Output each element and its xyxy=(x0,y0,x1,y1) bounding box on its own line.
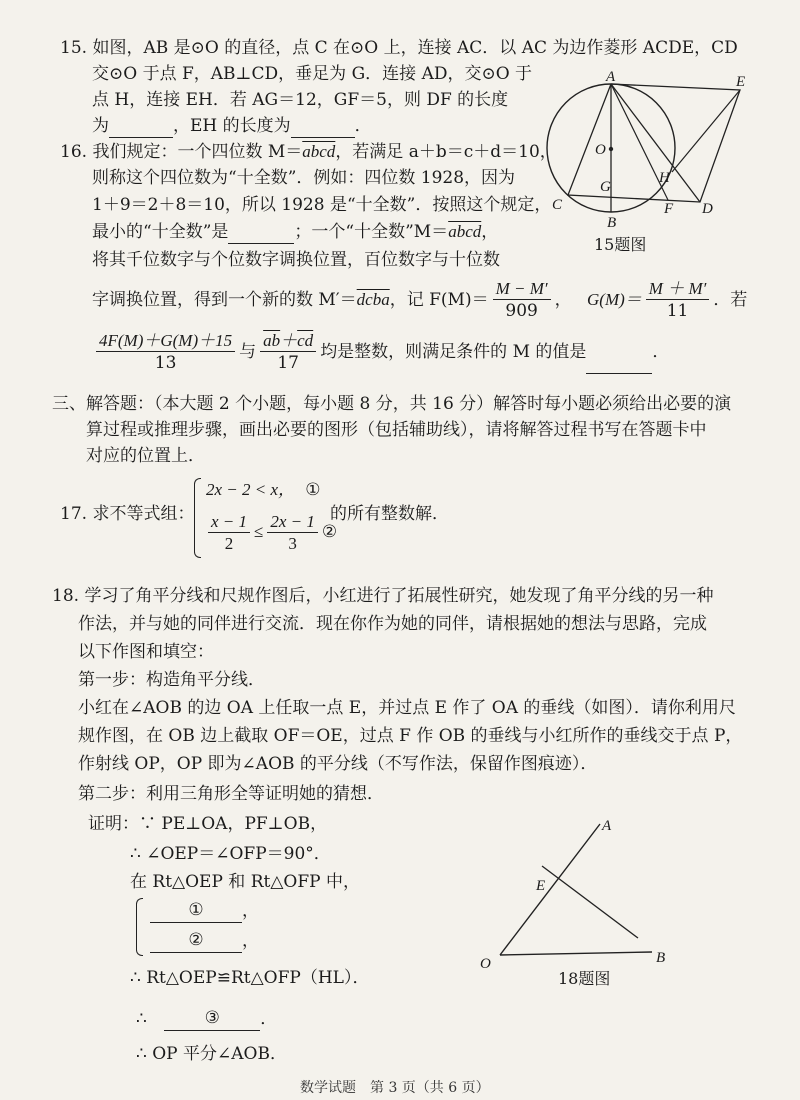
q18-proof-4: ∴ Rt△OEP≌Rt△OFP（HL）． xyxy=(130,968,370,988)
fig18-perpendicular-e xyxy=(542,866,638,938)
fig18-label-o: O xyxy=(480,956,491,972)
page-footer: 数学试题 第 3 页（共 6 页） xyxy=(300,1080,490,1096)
q16-fraction-e1: $\frac{4F(M)+G(M)+15}{13}$ xyxy=(96,331,235,374)
q16-text-2: 则称这个四位数为“十全数”．例如：四位数 1928，因为 xyxy=(92,168,516,188)
q16-fraction-e2: $\frac{\overline{ab}+\overline{cd}}{17}$ xyxy=(260,331,316,374)
fig15-label-c: C xyxy=(552,197,563,213)
figure-15 xyxy=(540,70,760,240)
q18-proof-brace xyxy=(136,898,143,956)
q16-line1: 16. 我们规定：一个四位数 M＝abcd，若满足 a＋b＝c＋d＝10， xyxy=(60,142,557,162)
q18-text-2: 作法，并与她的同伴进行交流．现在你作为她的同伴，请根据她的想法与思路，完成 xyxy=(78,614,707,634)
q18-step-2: 第二步：利用三角形全等证明她的猜想． xyxy=(78,784,384,804)
q15-answer-blank-eh[interactable] xyxy=(291,137,355,138)
fig18-ray-ob xyxy=(500,952,652,955)
fig15-label-h: H xyxy=(659,170,670,186)
fig15-label-o: O xyxy=(595,142,606,158)
q18-text-6: 作射线 OP，OP 即为∠AOB 的平分线（不写作法，保留作图痕迹）． xyxy=(78,754,598,774)
q15-number: 15. xyxy=(60,38,88,58)
q18-text-4: 小红在∠AOB 的边 OA 上任取一点 E，并过点 E 作了 OA 的垂线（如图）．请你利用尺 xyxy=(78,698,736,718)
q16-fraction-g: $\frac{M + M'}{11}$ xyxy=(646,279,710,322)
q16-line6: 字调换位置，得到一个新的数 M′＝dcba，记 F(M)＝ $\frac{M - M'}{909}$ ， G(M)＝ $\frac{M + M'}{11}$ ．若 xyxy=(92,279,748,321)
fig18-label-b: B xyxy=(656,950,666,966)
q18-answer-blank-3[interactable]: ③ xyxy=(164,1006,260,1031)
fig15-label-a: A xyxy=(606,70,616,85)
q16-line7: $\frac{4F(M)+G(M)+15}{13}$ 与 $\frac{\overline{ab}+\overline{cd}}{17}$ 均是整数，则满足条件的 M 的值是 ． xyxy=(92,330,669,376)
q18-proof-5: ∴ OP 平分∠AOB． xyxy=(136,1044,287,1064)
fig15-label-e: E xyxy=(736,74,746,90)
q16-answer-blank-min[interactable] xyxy=(228,243,294,244)
fig15-label-d: D xyxy=(702,201,713,217)
q16-fraction-f: $\frac{M - M'}{909}$ xyxy=(493,279,551,322)
q16-number: 16. xyxy=(60,142,88,162)
fig15-rhombus xyxy=(568,84,740,202)
q18-answer-blank-2[interactable]: ② xyxy=(150,928,242,953)
q18-proof-blank-2: ② ， xyxy=(150,928,259,953)
q18-answer-blank-1[interactable]: ① xyxy=(150,898,242,923)
fig15-label-g: G xyxy=(600,179,611,195)
figure-15-caption: 15题图 xyxy=(594,235,647,254)
fig18-ray-oa xyxy=(500,824,600,955)
q18-proof-3: 在 Rt△OEP 和 Rt△OFP 中， xyxy=(130,872,360,892)
section-3-heading: 三、解答题：（本大题 2 个小题，每小题 8 分，共 16 分）解答时每小题必须给出必要的演 xyxy=(52,394,732,414)
q17-tail: 的所有整数解． xyxy=(330,504,449,524)
q18-text-5: 规作图，在 OB 边上截取 OF＝OE，过点 F 作 OB 的垂线与小红所作的垂线交于点 P， xyxy=(78,726,743,746)
fig18-label-e: E xyxy=(536,878,546,894)
fig15-center-dot xyxy=(609,147,613,151)
section-3-text-3: 对应的位置上． xyxy=(86,446,205,466)
q16-text-5: 将其千位数字与个位数字调换位置，百位数字与十位数 xyxy=(92,250,500,270)
q15-answer-blank-df[interactable] xyxy=(109,137,173,138)
q17-lead: 17. 求不等式组： xyxy=(60,504,195,524)
q18-proof-blank-1: ① ， xyxy=(150,898,259,923)
q18-number: 18. xyxy=(52,586,80,606)
q17-inequality-2: $\frac{x - 1}{2}$ ≤ $\frac{2x - 1}{3}$ ② xyxy=(204,510,337,556)
figure-18-caption: 18题图 xyxy=(558,969,611,988)
q17-system-brace xyxy=(194,478,201,558)
fig15-label-f: F xyxy=(664,201,674,217)
q15-line4: 为 ，EH 的长度为 ． xyxy=(92,116,372,136)
q18-proof-2: ∴ ∠OEP＝∠OFP＝90°． xyxy=(130,844,331,864)
q16-line4: 最小的“十全数”是 ；一个“十全数”M＝abcd， xyxy=(92,222,499,242)
figure-18 xyxy=(470,810,690,980)
q18-line1: 18. 学习了角平分线和尺规作图后，小红进行了拓展性研究，她发现了角平分线的另一种 xyxy=(52,586,714,606)
fig18-label-a: A xyxy=(602,818,612,834)
fig15-eh xyxy=(672,90,740,172)
q17-number: 17. xyxy=(60,504,88,524)
section-3-text-2: 算过程或推理步骤，画出必要的图形（包括辅助线），请将解答过程书写在答题卡中 xyxy=(86,420,707,440)
q15-text-1: 如图，AB 是⊙O 的直径，点 C 在⊙O 上，连接 AC．以 AC 为边作菱形 ACDE，CD xyxy=(92,38,738,58)
q16-text-3: 1＋9＝2＋8＝10，所以 1928 是“十全数”．按照这个规定， xyxy=(92,195,552,215)
q15-line1 xyxy=(60,36,738,60)
fig15-label-b: B xyxy=(607,215,617,231)
q18-text-3: 以下作图和填空： xyxy=(78,642,214,662)
q17-inequality-1: 2x − 2 < x， ① xyxy=(206,480,321,499)
q18-proof-blank-3: ∴ ③ ． xyxy=(136,1008,278,1029)
q15-text-2: 交⊙O 于点 F，AB⊥CD，垂足为 G．连接 AD，交⊙O 于 xyxy=(92,64,533,84)
q18-step-1: 第一步：构造角平分线． xyxy=(78,670,265,690)
q18-proof-1: 证明：∵ PE⊥OA，PF⊥OB， xyxy=(88,814,328,834)
q15-text-3: 点 H，连接 EH．若 AG＝12，GF＝5，则 DF 的长度 xyxy=(92,90,509,110)
q16-answer-blank-m[interactable] xyxy=(586,373,652,374)
